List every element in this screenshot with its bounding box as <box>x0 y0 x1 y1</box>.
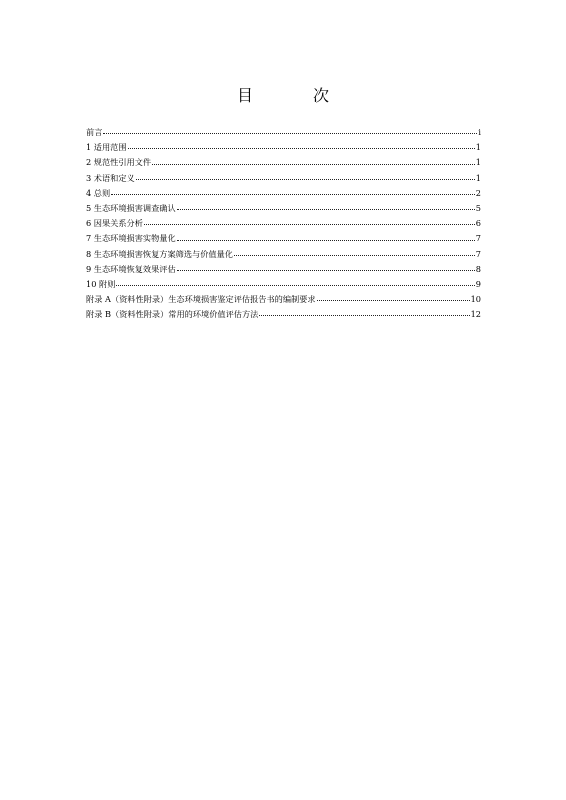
toc-list <box>86 125 481 322</box>
toc-entry-label: 7 生态环境损害实物量化 <box>86 233 176 244</box>
toc-entry-page: 6 <box>475 218 481 229</box>
toc-title: 目 次 <box>236 86 351 105</box>
toc-entry-label: 附录 A（资料性附录）生态环境损害鉴定评估报告书的编制要求 <box>86 294 316 305</box>
toc-entry-appendix-a[interactable] <box>86 292 481 307</box>
toc-entry-terms-definitions[interactable] <box>86 171 481 186</box>
toc-entry-restoration-valuation[interactable] <box>86 247 481 262</box>
toc-entry-page: 9 <box>475 278 481 289</box>
toc-entry-page: 1 <box>475 172 481 183</box>
toc-entry-label: 3 术语和定义 <box>86 172 135 183</box>
toc-dot-leader <box>259 314 469 316</box>
toc-entry-restoration-effect[interactable] <box>86 262 481 277</box>
toc-entry-scope[interactable] <box>86 140 481 155</box>
toc-dot-leader <box>128 147 475 149</box>
toc-entry-page: 7 <box>475 248 481 259</box>
toc-entry-label: 9 生态环境恢复效果评估 <box>86 263 176 274</box>
toc-entry-physical-quantification[interactable] <box>86 231 481 246</box>
toc-entry-label: 2 规范性引用文件 <box>86 157 152 168</box>
toc-entry-label: 5 生态环境损害调查确认 <box>86 202 176 213</box>
toc-dot-leader <box>177 269 475 271</box>
toc-dot-leader <box>177 208 475 210</box>
toc-entry-damage-investigation[interactable] <box>86 201 481 216</box>
toc-dot-leader <box>234 254 475 256</box>
toc-entry-page: 12 <box>470 309 481 320</box>
toc-entry-label: 附录 B（资料性附录）常用的环境价值评估方法 <box>86 309 259 320</box>
toc-entry-page: 1 <box>475 142 481 153</box>
toc-dot-leader <box>111 193 475 195</box>
toc-entry-page: 8 <box>475 263 481 274</box>
toc-dot-leader <box>177 239 475 241</box>
toc-entry-normative-references[interactable] <box>86 155 481 170</box>
toc-entry-page: 1 <box>475 157 481 168</box>
toc-entry-label: 4 总则 <box>86 187 111 198</box>
toc-entry-page: 5 <box>475 202 481 213</box>
toc-entry-page: 2 <box>475 187 481 198</box>
toc-entry-appendix-b[interactable] <box>86 307 481 322</box>
toc-entry-label: 10 附则 <box>86 278 116 289</box>
toc-entry-label: 前言 <box>86 127 103 137</box>
toc-entry-label: 6 因果关系分析 <box>86 218 143 229</box>
toc-dot-leader <box>144 223 475 225</box>
toc-entry-causality-analysis[interactable] <box>86 216 481 231</box>
toc-entry-supplementary[interactable] <box>86 277 481 292</box>
toc-dot-leader <box>152 163 475 165</box>
toc-entry-page: i <box>478 127 481 137</box>
toc-entry-page: 7 <box>475 233 481 244</box>
toc-dot-leader <box>136 178 475 180</box>
toc-entry-label: 1 适用范围 <box>86 142 127 153</box>
toc-dot-leader <box>116 284 474 286</box>
toc-dot-leader <box>103 132 477 134</box>
toc-entry-page: 10 <box>470 294 481 305</box>
toc-dot-leader <box>317 299 470 301</box>
toc-entry-label: 8 生态环境损害恢复方案筛选与价值量化 <box>86 248 233 259</box>
toc-entry-foreword[interactable] <box>86 125 481 140</box>
toc-entry-general-principles[interactable] <box>86 186 481 201</box>
